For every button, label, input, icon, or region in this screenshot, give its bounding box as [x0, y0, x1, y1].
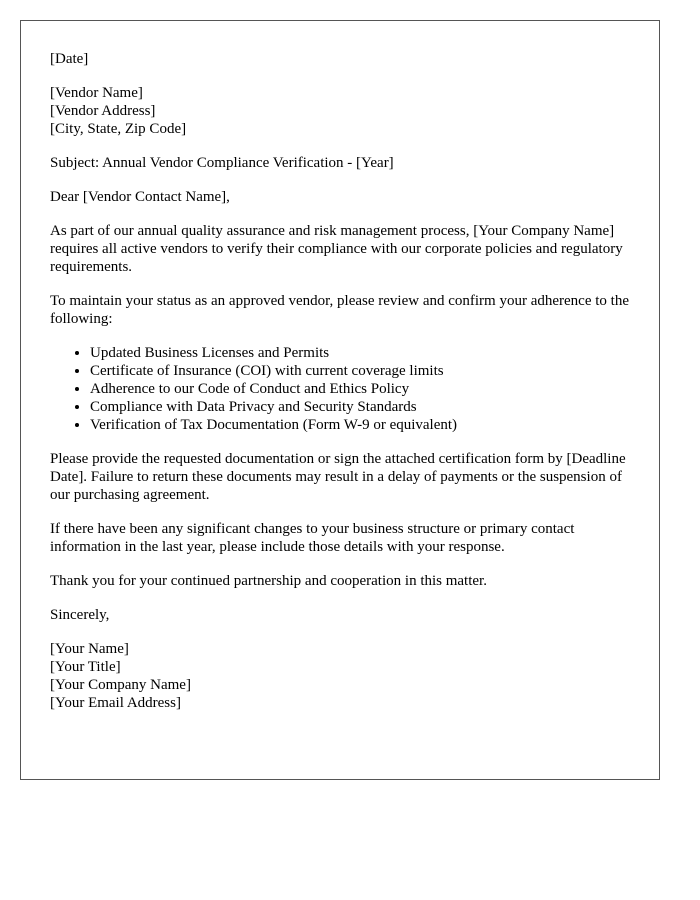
- list-item: • Verification of Tax Documentation (Form W-9 or equivalent): [90, 416, 640, 434]
- signature-email: [Your Email Address]: [50, 695, 181, 711]
- body-paragraph: Please provide the requested documentation or sign the attached certification form by [Deadline Date]. Failure to return these documents may result in a delay of payments or the suspension of our purchasing agreement.: [50, 451, 626, 503]
- letter-salutation: Dear [Vendor Contact Name],: [50, 189, 230, 205]
- letter-content: [50, 50, 640, 712]
- signature-company: [Your Company Name]: [50, 677, 191, 693]
- letter-date: [Date]: [50, 51, 89, 67]
- list-item: • Compliance with Data Privacy and Security Standards: [90, 398, 640, 416]
- recipient-city-state-zip: [City, State, Zip Code]: [50, 121, 187, 137]
- body-paragraph: To maintain your status as an approved vendor, please review and confirm your adherence to the following:: [50, 293, 629, 327]
- requirements-list: [50, 344, 640, 434]
- signature-block: [50, 640, 640, 712]
- signature-name: [Your Name]: [50, 641, 129, 657]
- body-paragraph: If there have been any significant changes to your business structure or primary contact information in the last year, please include those details with your response.: [50, 521, 575, 555]
- letter-page: [20, 20, 660, 780]
- body-paragraph: As part of our annual quality assurance and risk management process, [Your Company Name] requires all active vendors to verify their compliance with our corporate policies and regulatory requirements.: [50, 223, 623, 275]
- letter-subject: Subject: Annual Vendor Compliance Verification - [Year]: [50, 155, 394, 171]
- body-paragraph: Thank you for your continued partnership and cooperation in this matter.: [50, 573, 487, 589]
- recipient-name: [Vendor Name]: [50, 85, 143, 101]
- recipient-address: [Vendor Address]: [50, 103, 156, 119]
- recipient-block: [50, 84, 640, 138]
- list-item: • Updated Business Licenses and Permits: [90, 344, 640, 362]
- list-item: • Adherence to our Code of Conduct and Ethics Policy: [90, 380, 640, 398]
- list-item: • Certificate of Insurance (COI) with current coverage limits: [90, 362, 640, 380]
- letter-sign-off: Sincerely,: [50, 607, 110, 623]
- signature-title: [Your Title]: [50, 659, 121, 675]
